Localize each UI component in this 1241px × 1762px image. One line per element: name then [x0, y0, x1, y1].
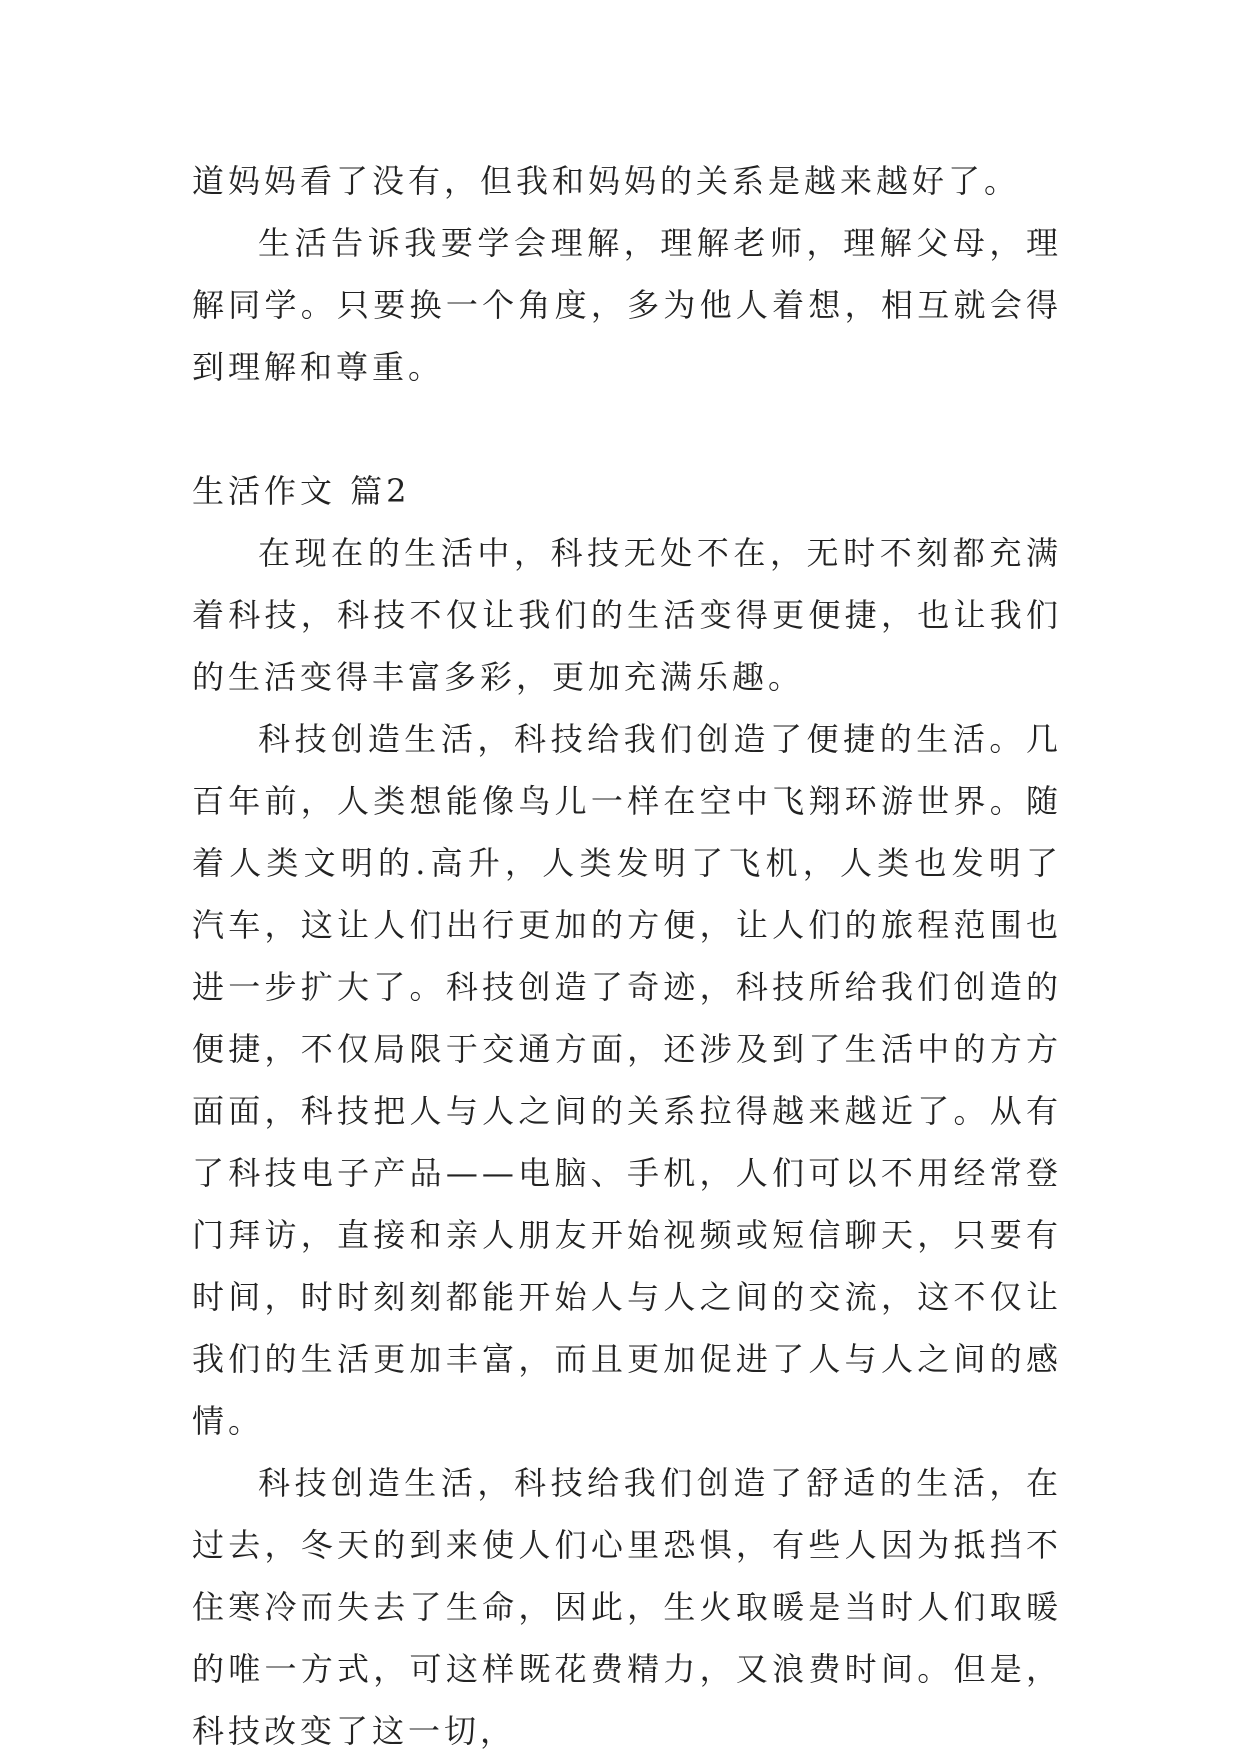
- section-spacer: [192, 398, 1062, 460]
- body-paragraph-1: 在现在的生活中，科技无处不在，无时不刻都充满着科技，科技不仅让我们的生活变得更便捷，也让我们的生活变得丰富多彩，更加充满乐趣。: [192, 534, 1062, 696]
- section-title: 生活作文 篇2: [192, 472, 411, 510]
- body-paragraph-2: 科技创造生活，科技给我们创造了便捷的生活。几百年前，人类想能像鸟儿一样在空中飞翔环游世界。随着人类文明的.高升，人类发明了飞机，人类也发明了汽车，这让人们出行更加的方便，让人们的旅程范围也进一步扩大了。科技创造了奇迹，科技所给我们创造的便捷，不仅局限于交通方面，还涉及到了生活中的方方面面，科技把人与人之间的关系拉得越来越近了。从有了科技电子产品——电脑、手机，人们可以不用经常登门拜访，直接和亲人朋友开始视频或短信聊天，只要有时间，时时刻刻都能开始人与人之间的交流，这不仅让我们的生活更加丰富，而且更加促进了人与人之间的感情。: [192, 720, 1062, 1440]
- body-paragraph-3: 科技创造生活，科技给我们创造了舒适的生活，在过去，冬天的到来使人们心里恐惧，有些人因为抵挡不住寒冷而失去了生命，因此，生火取暖是当时人们取暖的唯一方式，可这样既花费精力，又浪费时间。但是，科技改变了这一切，: [192, 1464, 1062, 1750]
- continuation-paragraph: 道妈妈看了没有，但我和妈妈的关系是越来越好了。: [192, 162, 1021, 200]
- closing-paragraph: 生活告诉我要学会理解，理解老师，理解父母，理解同学。只要换一个角度，多为他人着想，相互就会得到理解和尊重。: [192, 224, 1062, 386]
- document-body: [192, 150, 1062, 1762]
